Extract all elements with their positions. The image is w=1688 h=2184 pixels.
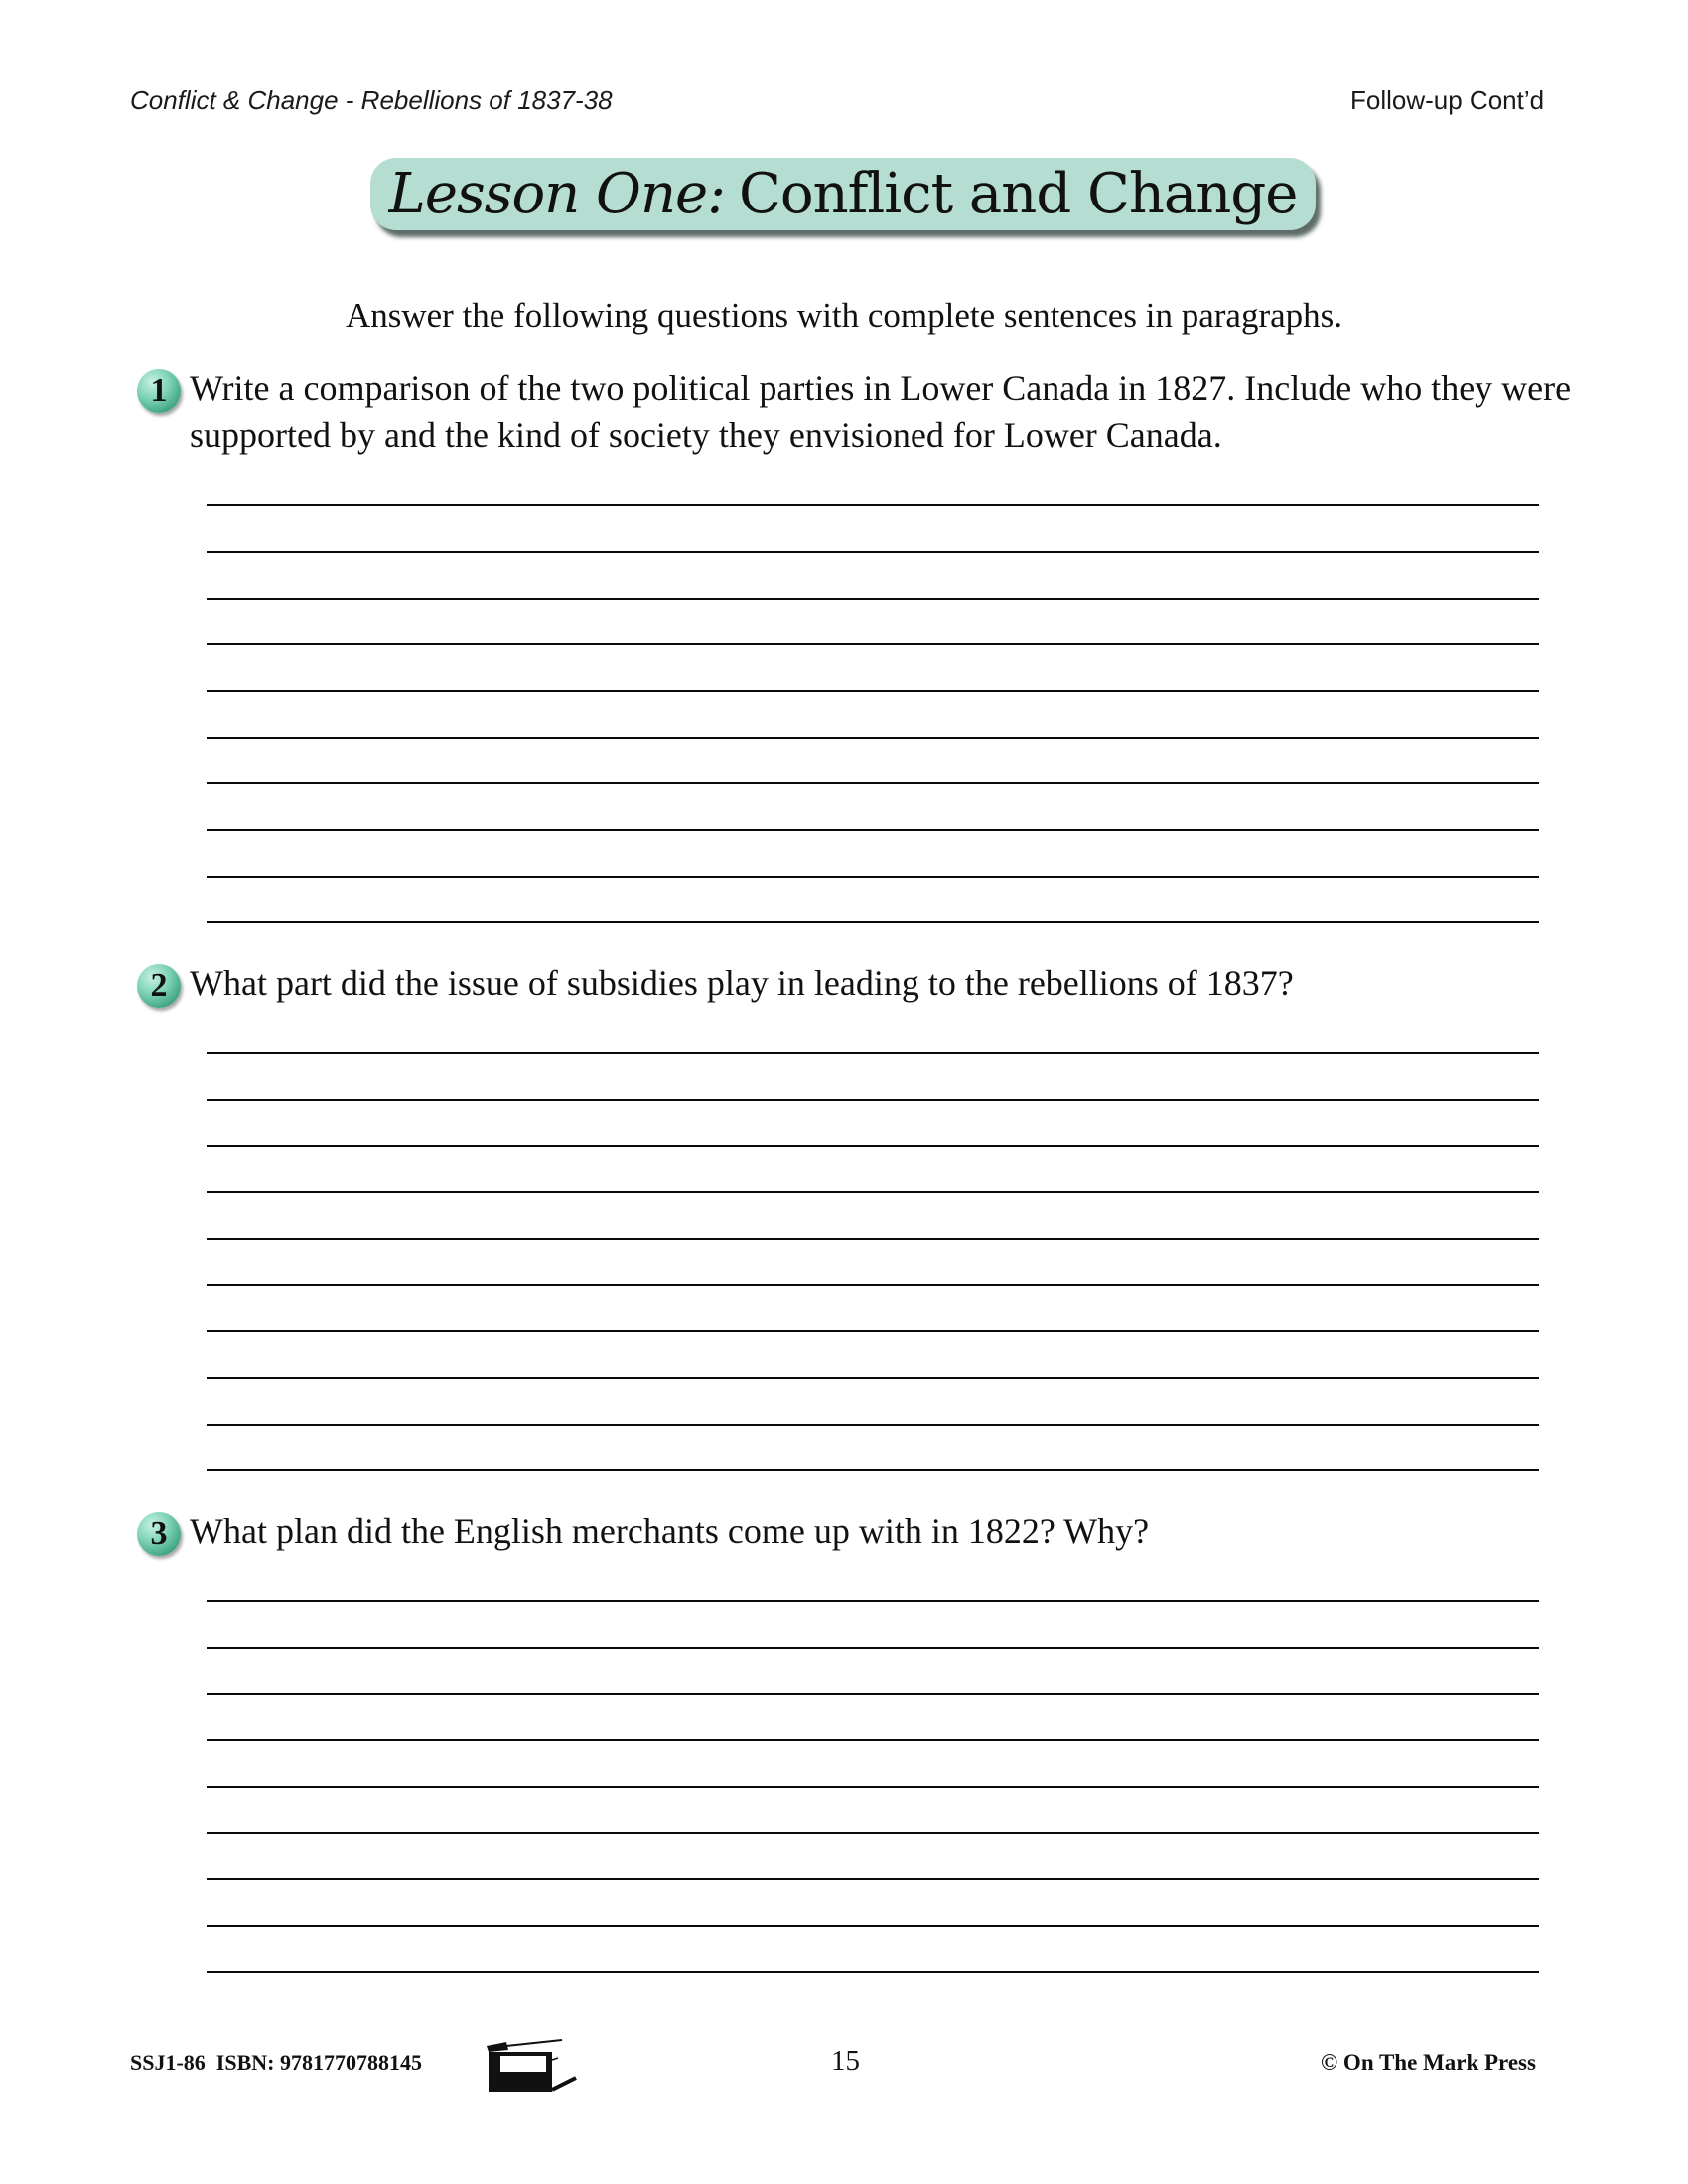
answer-line[interactable] <box>207 690 1539 692</box>
lesson-title-main: Conflict and Change <box>739 162 1298 226</box>
answer-line[interactable] <box>207 782 1539 784</box>
question-number: 1 <box>150 372 168 409</box>
answer-line[interactable] <box>207 1099 1539 1101</box>
answer-line[interactable] <box>207 598 1539 600</box>
question-number: 3 <box>150 1515 168 1552</box>
answer-line[interactable] <box>207 1786 1539 1788</box>
answer-line[interactable] <box>207 1647 1539 1649</box>
answer-line[interactable] <box>207 829 1539 831</box>
answer-line[interactable] <box>207 1878 1539 1880</box>
copyright-notice: © On The Mark Press <box>1321 2050 1536 2075</box>
question-number-badge <box>137 369 181 413</box>
answer-line[interactable] <box>207 643 1539 645</box>
answer-line[interactable] <box>207 1330 1539 1332</box>
footer-product-code: SSJ1-86 ISBN: 9781770788145 <box>130 2050 422 2075</box>
answer-line[interactable] <box>207 1052 1539 1054</box>
answer-line[interactable] <box>207 876 1539 878</box>
question-text: What plan did the English merchants come up with in 1822? Why? <box>190 1511 1150 1551</box>
answer-line[interactable] <box>207 1600 1539 1602</box>
answer-line[interactable] <box>207 921 1539 923</box>
instructions-text: Answer the following questions with complete sentences in paragraphs. <box>345 296 1343 335</box>
answer-line[interactable] <box>207 1238 1539 1240</box>
header-book-title: Conflict & Change - Rebellions of 1837-38 <box>130 85 613 115</box>
answer-line[interactable] <box>207 1145 1539 1147</box>
header-section-label: Follow-up Cont’d <box>1350 85 1545 115</box>
photocopier-icon <box>485 2038 584 2094</box>
answer-line[interactable] <box>207 1693 1539 1695</box>
answer-line[interactable] <box>207 1377 1539 1379</box>
page-number: 15 <box>831 2045 860 2077</box>
answer-line[interactable] <box>207 1925 1539 1927</box>
answer-line[interactable] <box>207 504 1539 506</box>
lesson-title-prefix: Lesson One: <box>388 162 726 226</box>
question-number: 2 <box>150 967 168 1004</box>
question-number-badge <box>137 964 181 1008</box>
answer-line[interactable] <box>207 1284 1539 1286</box>
question-number-badge <box>137 1512 181 1556</box>
lesson-title-banner <box>370 158 1316 230</box>
answer-line[interactable] <box>207 737 1539 739</box>
answer-line[interactable] <box>207 1424 1539 1426</box>
question-text: What part did the issue of subsidies play in leading to the rebellions of 1837? <box>190 963 1294 1003</box>
answer-line[interactable] <box>207 1469 1539 1471</box>
answer-line[interactable] <box>207 1739 1539 1741</box>
answer-line[interactable] <box>207 1832 1539 1834</box>
question-text: Write a comparison of the two political parties in Lower Canada in 1827. Include who they were supported by and the kind of society they envisioned for Lower Canada. <box>190 368 1572 455</box>
answer-line[interactable] <box>207 551 1539 553</box>
answer-line[interactable] <box>207 1191 1539 1193</box>
answer-line[interactable] <box>207 1971 1539 1973</box>
